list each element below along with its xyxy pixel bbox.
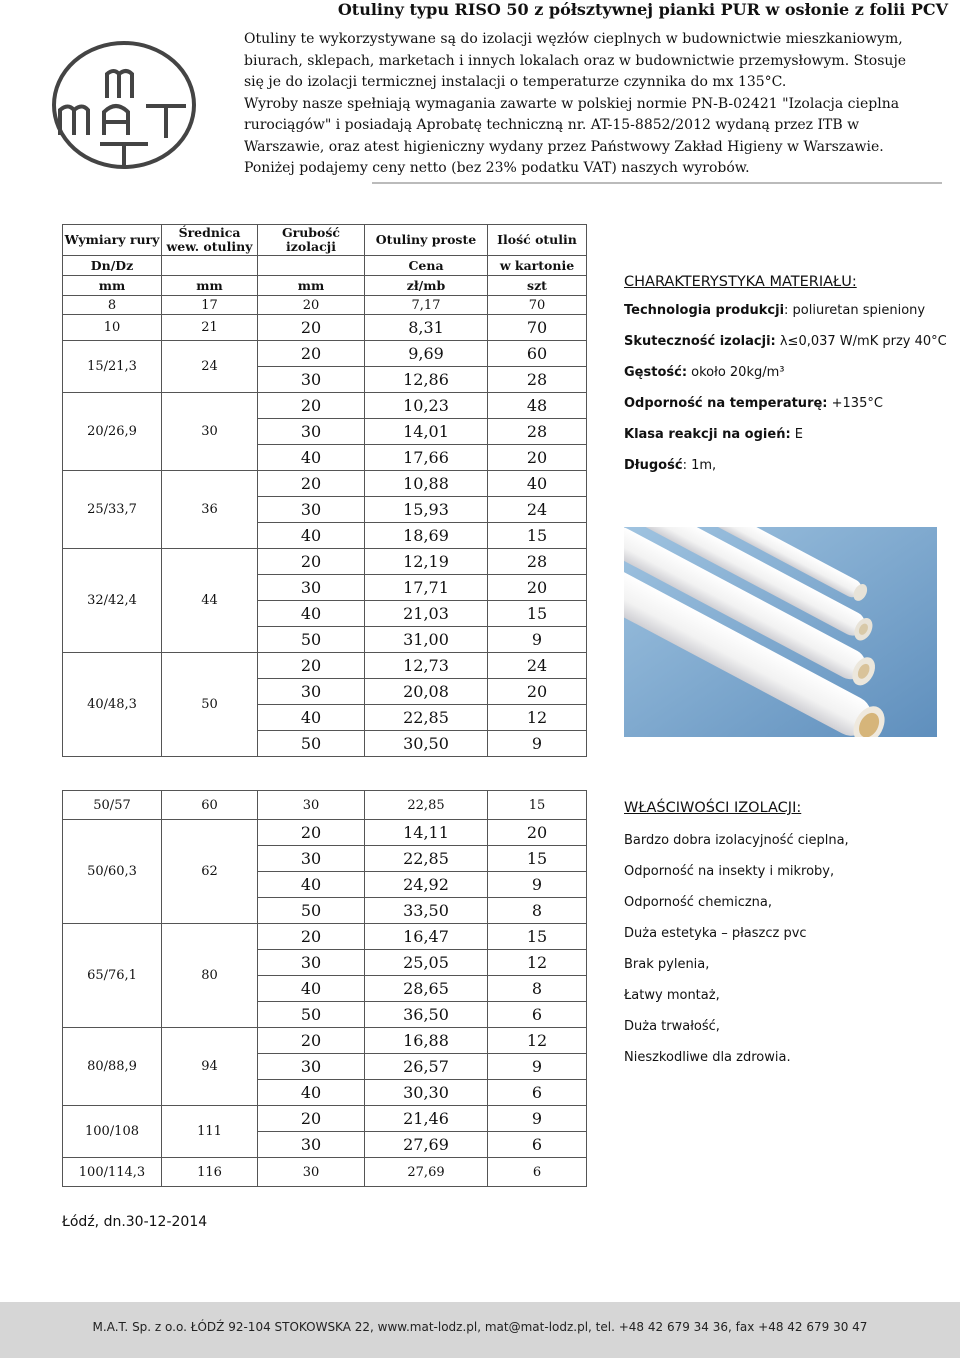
cell-srednica: 94 bbox=[162, 1028, 258, 1106]
char-item bbox=[624, 395, 954, 426]
cell-grubosc: 40 bbox=[258, 445, 365, 471]
header-ilosc: Ilość otulin bbox=[488, 225, 587, 256]
char-label: Klasa reakcji na ogień: bbox=[624, 427, 791, 442]
cell-srednica: 24 bbox=[162, 341, 258, 393]
intro-line: rurociągów" i posiadają Aprobatę techniczną nr. AT-15-8852/2012 wydaną przez ITB w bbox=[244, 117, 860, 133]
header-wymiary: Wymiary rury bbox=[63, 225, 162, 256]
cell-cena: 36,50 bbox=[365, 1002, 488, 1028]
char-label: Odporność na temperaturę: bbox=[624, 396, 828, 411]
cell-grubosc: 40 bbox=[258, 705, 365, 731]
table-row bbox=[63, 791, 587, 820]
unit-mm: mm bbox=[63, 276, 162, 296]
cell-grubosc: 30 bbox=[258, 846, 365, 872]
cell-grubosc: 20 bbox=[258, 393, 365, 419]
cell-cena: 20,08 bbox=[365, 679, 488, 705]
table-row bbox=[63, 1028, 587, 1054]
cell-grubosc: 20 bbox=[258, 820, 365, 846]
cell-ilosc: 28 bbox=[488, 367, 587, 393]
cell-dn: 65/76,1 bbox=[63, 924, 162, 1028]
header-kartonie: w kartonie bbox=[488, 256, 587, 276]
cell-grubosc: 40 bbox=[258, 1080, 365, 1106]
unit-szt: szt bbox=[488, 276, 587, 296]
cell-srednica: 62 bbox=[162, 820, 258, 924]
cell-ilosc: 9 bbox=[488, 627, 587, 653]
cell-cena: 22,85 bbox=[365, 846, 488, 872]
footer-contact: M.A.T. Sp. z o.o. ŁÓDŹ 92-104 STOKOWSKA 22, www.mat-lodz.pl, mat@mat-lodz.pl, tel. +48 42 679 34 36, fax +48 42 679 30 47 bbox=[92, 1320, 868, 1334]
cell-grubosc: 20 bbox=[258, 315, 365, 341]
cell-cena: 21,46 bbox=[365, 1106, 488, 1132]
gap-cell bbox=[365, 757, 488, 791]
cell-dn: 20/26,9 bbox=[63, 393, 162, 471]
cell-cena: 10,88 bbox=[365, 471, 488, 497]
cell-grubosc: 30 bbox=[258, 497, 365, 523]
char-value: około 20kg/m³ bbox=[687, 365, 785, 380]
char-item bbox=[624, 426, 954, 457]
cell-grubosc: 50 bbox=[258, 898, 365, 924]
cell-cena: 17,71 bbox=[365, 575, 488, 601]
cell-ilosc: 40 bbox=[488, 471, 587, 497]
property-item: Odporność na insekty i mikroby, bbox=[624, 864, 835, 879]
cell-ilosc: 8 bbox=[488, 898, 587, 924]
char-label: Długość bbox=[624, 458, 683, 473]
cell-cena: 30,50 bbox=[365, 731, 488, 757]
intro-line: biurach, sklepach, marketach i innych lokalach oraz w budownictwie przemysłowym. Stosuje bbox=[244, 52, 907, 69]
cell-ilosc: 20 bbox=[488, 445, 587, 471]
table-row bbox=[63, 471, 587, 497]
cell-cena: 14,11 bbox=[365, 820, 488, 846]
cell-ilosc: 12 bbox=[488, 950, 587, 976]
footer bbox=[0, 1302, 960, 1358]
cell-ilosc: 70 bbox=[488, 296, 587, 315]
gap-cell bbox=[162, 757, 258, 791]
cell-srednica: 50 bbox=[162, 653, 258, 757]
gap-cell bbox=[63, 757, 162, 791]
cell-ilosc: 24 bbox=[488, 653, 587, 679]
cell-dn: 25/33,7 bbox=[63, 471, 162, 549]
cell-srednica: 80 bbox=[162, 924, 258, 1028]
cell-dn: 10 bbox=[63, 315, 162, 341]
cell-grubosc: 20 bbox=[258, 924, 365, 950]
cell-cena: 26,57 bbox=[365, 1054, 488, 1080]
cell-grubosc: 20 bbox=[258, 296, 365, 315]
properties-list bbox=[624, 832, 954, 1080]
header-divider bbox=[372, 182, 942, 184]
cell-cena: 25,05 bbox=[365, 950, 488, 976]
cell-ilosc: 20 bbox=[488, 679, 587, 705]
table-row bbox=[63, 315, 587, 341]
cell-cena: 17,66 bbox=[365, 445, 488, 471]
cell-cena: 10,23 bbox=[365, 393, 488, 419]
cell-ilosc: 12 bbox=[488, 1028, 587, 1054]
cell-ilosc: 6 bbox=[488, 1132, 587, 1158]
gap-cell bbox=[258, 757, 365, 791]
cell-ilosc: 9 bbox=[488, 1106, 587, 1132]
intro-line: się je do izolacji termicznej instalacji o temperaturze czynnika do mx 135°C. bbox=[244, 74, 787, 90]
cell-ilosc: 28 bbox=[488, 419, 587, 445]
char-label: Skuteczność izolacji: bbox=[624, 334, 776, 349]
cell-cena: 24,92 bbox=[365, 872, 488, 898]
cell-cena: 27,69 bbox=[365, 1158, 488, 1187]
cell-grubosc: 40 bbox=[258, 976, 365, 1002]
table-row bbox=[63, 393, 587, 419]
cell-grubosc: 30 bbox=[258, 1054, 365, 1080]
cell-grubosc: 40 bbox=[258, 601, 365, 627]
gap-cell bbox=[488, 757, 587, 791]
header-empty bbox=[258, 256, 365, 276]
cell-grubosc: 20 bbox=[258, 341, 365, 367]
cell-grubosc: 40 bbox=[258, 872, 365, 898]
cell-cena: 27,69 bbox=[365, 1132, 488, 1158]
cell-srednica: 17 bbox=[162, 296, 258, 315]
cell-dn: 80/88,9 bbox=[63, 1028, 162, 1106]
cell-grubosc: 30 bbox=[258, 679, 365, 705]
char-value: λ≤0,037 W/mK przy 40°C bbox=[775, 334, 947, 349]
cell-srednica: 44 bbox=[162, 549, 258, 653]
cell-ilosc: 9 bbox=[488, 731, 587, 757]
cell-grubosc: 50 bbox=[258, 627, 365, 653]
intro-line: Poniżej podajemy ceny netto (bez 23% podatku VAT) naszych wyrobów. bbox=[244, 160, 750, 176]
cell-srednica: 21 bbox=[162, 315, 258, 341]
cell-ilosc: 15 bbox=[488, 601, 587, 627]
property-item: Duża estetyka – płaszcz pvc bbox=[624, 926, 807, 941]
cell-cena: 15,93 bbox=[365, 497, 488, 523]
cell-dn: 32/42,4 bbox=[63, 549, 162, 653]
cell-dn: 100/114,3 bbox=[63, 1158, 162, 1187]
cell-ilosc: 8 bbox=[488, 976, 587, 1002]
cell-ilosc: 9 bbox=[488, 1054, 587, 1080]
product-photo bbox=[624, 527, 937, 737]
mat-logo bbox=[52, 40, 197, 170]
cell-grubosc: 50 bbox=[258, 731, 365, 757]
cell-grubosc: 20 bbox=[258, 549, 365, 575]
unit-zl: zł/mb bbox=[365, 276, 488, 296]
table-row bbox=[63, 924, 587, 950]
table-row bbox=[63, 549, 587, 575]
cell-ilosc: 9 bbox=[488, 872, 587, 898]
char-item bbox=[624, 364, 954, 395]
cell-cena: 12,86 bbox=[365, 367, 488, 393]
intro-line: Otuliny te wykorzystywane są do izolacji węzłów cieplnych w budownictwie mieszkaniowym, bbox=[244, 31, 903, 47]
char-item bbox=[624, 302, 954, 333]
char-value: : poliuretan spieniony bbox=[784, 303, 926, 318]
cell-dn: 100/108 bbox=[63, 1106, 162, 1158]
cell-ilosc: 70 bbox=[488, 315, 587, 341]
table-row bbox=[63, 1106, 587, 1132]
cell-ilosc: 24 bbox=[488, 497, 587, 523]
cell-dn: 50/60,3 bbox=[63, 820, 162, 924]
cell-ilosc: 12 bbox=[488, 705, 587, 731]
cell-srednica: 116 bbox=[162, 1158, 258, 1187]
cell-cena: 22,85 bbox=[365, 791, 488, 820]
cell-dn: 40/48,3 bbox=[63, 653, 162, 757]
characteristics-title: CHARAKTERYSTYKA MATERIAŁU: bbox=[624, 274, 857, 290]
header-grubosc: Grubość izolacji bbox=[258, 225, 365, 256]
property-item: Odporność chemiczna, bbox=[624, 895, 773, 910]
cell-cena: 7,17 bbox=[365, 296, 488, 315]
table-row bbox=[63, 1158, 587, 1187]
cell-grubosc: 20 bbox=[258, 653, 365, 679]
unit-mm: mm bbox=[258, 276, 365, 296]
char-value: +135°C bbox=[827, 396, 883, 411]
cell-ilosc: 6 bbox=[488, 1158, 587, 1187]
unit-mm: mm bbox=[162, 276, 258, 296]
cell-cena: 30,30 bbox=[365, 1080, 488, 1106]
cell-dn: 15/21,3 bbox=[63, 341, 162, 393]
price-table bbox=[62, 224, 587, 1187]
page-title: Otuliny typu RISO 50 z półsztywnej pianki PUR w osłonie z folii PCV bbox=[337, 0, 948, 19]
cell-dn: 8 bbox=[63, 296, 162, 315]
cell-cena: 33,50 bbox=[365, 898, 488, 924]
cell-grubosc: 30 bbox=[258, 575, 365, 601]
cell-ilosc: 48 bbox=[488, 393, 587, 419]
cell-grubosc: 50 bbox=[258, 1002, 365, 1028]
cell-ilosc: 6 bbox=[488, 1080, 587, 1106]
cell-ilosc: 20 bbox=[488, 820, 587, 846]
intro-line: Warszawie, oraz atest higieniczny wydany przez Państwowy Zakład Higieny w Warszawie. bbox=[244, 138, 884, 155]
cell-srednica: 36 bbox=[162, 471, 258, 549]
char-label: Gęstość: bbox=[624, 365, 688, 380]
header-dn: Dn/Dz bbox=[63, 256, 162, 276]
characteristics-list bbox=[624, 302, 954, 488]
cell-ilosc: 15 bbox=[488, 523, 587, 549]
place-date: Łódź, dn.30-12-2014 bbox=[62, 1214, 208, 1230]
header-srednica: Średnica wew. otuliny bbox=[162, 225, 258, 256]
table-row bbox=[63, 341, 587, 367]
table-row bbox=[63, 653, 587, 679]
cell-cena: 8,31 bbox=[365, 315, 488, 341]
cell-ilosc: 6 bbox=[488, 1002, 587, 1028]
cell-grubosc: 20 bbox=[258, 471, 365, 497]
cell-srednica: 30 bbox=[162, 393, 258, 471]
cell-grubosc: 40 bbox=[258, 523, 365, 549]
property-item: Bardzo dobra izolacyjność cieplna, bbox=[624, 833, 849, 848]
price-table-body bbox=[63, 296, 587, 1187]
cell-cena: 16,88 bbox=[365, 1028, 488, 1054]
cell-grubosc: 30 bbox=[258, 1132, 365, 1158]
cell-cena: 16,47 bbox=[365, 924, 488, 950]
cell-grubosc: 30 bbox=[258, 367, 365, 393]
cell-cena: 9,69 bbox=[365, 341, 488, 367]
cell-grubosc: 20 bbox=[258, 1028, 365, 1054]
property-item: Brak pylenia, bbox=[624, 957, 710, 972]
intro-text bbox=[244, 29, 940, 180]
property-item: Łatwy montaż, bbox=[624, 988, 720, 1003]
cell-grubosc: 30 bbox=[258, 419, 365, 445]
cell-ilosc: 28 bbox=[488, 549, 587, 575]
intro-line: Wyroby nasze spełniają wymagania zawarte w polskiej normie PN-B-02421 "Izolacja cieplna bbox=[244, 95, 900, 112]
char-label: Technologia produkcji bbox=[624, 303, 785, 318]
char-item bbox=[624, 333, 954, 364]
cell-ilosc: 20 bbox=[488, 575, 587, 601]
property-item: Nieszkodliwe dla zdrowia. bbox=[624, 1050, 791, 1065]
properties-title: WŁAŚCIWOŚCI IZOLACJI: bbox=[624, 800, 802, 816]
char-value: : 1m, bbox=[682, 458, 717, 473]
property-item: Duża trwałość, bbox=[624, 1019, 720, 1034]
cell-ilosc: 15 bbox=[488, 791, 587, 820]
table-row bbox=[63, 296, 587, 315]
char-value: E bbox=[790, 427, 804, 442]
cell-grubosc: 30 bbox=[258, 950, 365, 976]
cell-cena: 14,01 bbox=[365, 419, 488, 445]
cell-cena: 22,85 bbox=[365, 705, 488, 731]
cell-cena: 21,03 bbox=[365, 601, 488, 627]
table-gap bbox=[63, 757, 587, 791]
cell-cena: 18,69 bbox=[365, 523, 488, 549]
cell-ilosc: 15 bbox=[488, 846, 587, 872]
cell-grubosc: 20 bbox=[258, 1106, 365, 1132]
cell-grubosc: 30 bbox=[258, 1158, 365, 1187]
header-otuliny: Otuliny proste bbox=[365, 225, 488, 256]
table-row bbox=[63, 820, 587, 846]
cell-cena: 12,19 bbox=[365, 549, 488, 575]
cell-cena: 31,00 bbox=[365, 627, 488, 653]
cell-cena: 28,65 bbox=[365, 976, 488, 1002]
cell-cena: 12,73 bbox=[365, 653, 488, 679]
cell-srednica: 60 bbox=[162, 791, 258, 820]
char-item bbox=[624, 457, 954, 488]
cell-dn: 50/57 bbox=[63, 791, 162, 820]
header-empty bbox=[162, 256, 258, 276]
cell-ilosc: 15 bbox=[488, 924, 587, 950]
cell-srednica: 111 bbox=[162, 1106, 258, 1158]
cell-ilosc: 60 bbox=[488, 341, 587, 367]
cell-grubosc: 30 bbox=[258, 791, 365, 820]
header-cena: Cena bbox=[365, 256, 488, 276]
